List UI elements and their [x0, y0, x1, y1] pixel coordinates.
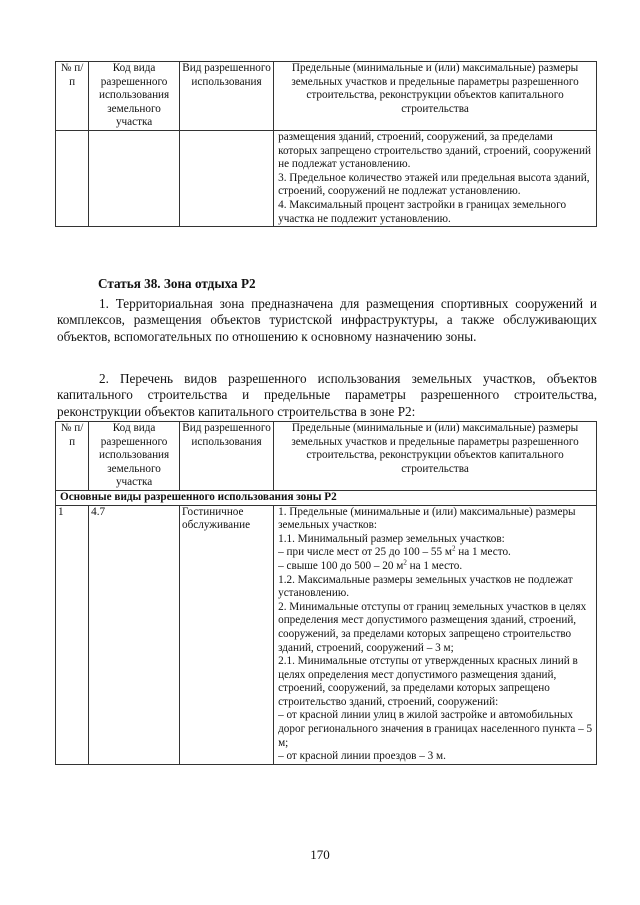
section-label: Основные виды разрешенного использования зоны Р2: [56, 490, 597, 505]
table-header-row: [56, 62, 597, 131]
param-line: 1.1. Минимальный размер земельных участков:: [278, 532, 505, 545]
row-num: 1: [56, 505, 89, 764]
paragraph-1: 1. Территориальная зона предназначена для размещения спортивных сооружений и комплексов, размещения объектов туристской инфраструктуры, а также обслуживающих объектов, вспомогательных по отношению к основному назначению зоны.: [57, 296, 597, 344]
row-params: [274, 505, 597, 764]
continuation-table: [55, 61, 597, 227]
header-kind: Вид разрешенного использования: [180, 62, 274, 131]
param-line: – свыше 100 до 500 – 20 $м^2$ на 1 место.: [278, 558, 463, 572]
param-line: размещения зданий, строений, сооружений, за пределами которых запрещено строительство зданий, строений, сооружений не подлежат установлению.: [278, 130, 591, 171]
header-code: Код вида разрешенного использования земельного участка: [89, 62, 180, 131]
continuation-params: [274, 130, 597, 226]
param-line: – при числе мест от 25 до 100 – 55 $м^2$ на 1 место.: [278, 544, 511, 559]
header-kind: Вид разрешенного использования: [180, 422, 274, 491]
param-line: – от красной линии проездов – 3 м.: [278, 750, 446, 763]
zone-r2-table: [55, 421, 597, 765]
row-kind: Гостиничное обслуживание: [180, 505, 274, 764]
paragraph-2: 2. Перечень видов разрешенного использования земельных участков, объектов капитального строительства и предельные параметры разрешенного строительства, реконструкции объектов капитального строительства в зоне Р2:: [57, 371, 597, 419]
param-line: 2. Минимальные отступы от границ земельных участков в целях определения мест допустимого размещения зданий, строений, сооружений, за пределами которых запрещено строительство зданий, строений, сооружений – 3 м;: [278, 600, 587, 654]
section-row: [56, 490, 597, 505]
param-line: 3. Предельное количество этажей или предельная высота зданий, строений, сооружений не подлежат установлению.: [278, 171, 590, 198]
article-title: Статья 38. Зона отдыха Р2: [98, 276, 256, 291]
header-params: Предельные (минимальные и (или) максимальные) размеры земельных участков и предельные параметры разрешенного строительства, реконструкции объектов капитального строительства: [274, 62, 597, 131]
param-line: – от красной линии улиц в жилой застройке и автомобильных дорог регионального значения в границах населенного пункта – 5 м;: [278, 709, 593, 749]
row-code: 4.7: [89, 505, 180, 764]
header-num: № п/п: [56, 62, 89, 131]
param-line: 1.2. Максимальные размеры земельных участков не подлежат установлению.: [278, 573, 573, 600]
header-params: Предельные (минимальные и (или) максимальные) размеры земельных участков и предельные параметры разрешенного строительства, реконструкции объектов капитального строительства: [274, 422, 597, 491]
param-line: 2.1. Минимальные отступы от утвержденных красных линий в целях определения мест допустимого размещения зданий, строений, сооружений, за пределами которых запрещено строительство зданий, строений, сооружений:: [278, 655, 578, 708]
table-row: [56, 130, 597, 226]
table-row: [56, 505, 597, 764]
header-code: Код вида разрешенного использования земельного участка: [89, 422, 180, 491]
page-number: 170: [310, 847, 330, 862]
table-header-row: [56, 422, 597, 491]
param-line: 1. Предельные (минимальные и (или) максимальные) размеры земельных участков:: [278, 505, 576, 532]
header-num: № п/п: [56, 422, 89, 491]
param-line: 4. Максимальный процент застройки в границах земельного участка не подлежит установлению.: [278, 198, 567, 225]
